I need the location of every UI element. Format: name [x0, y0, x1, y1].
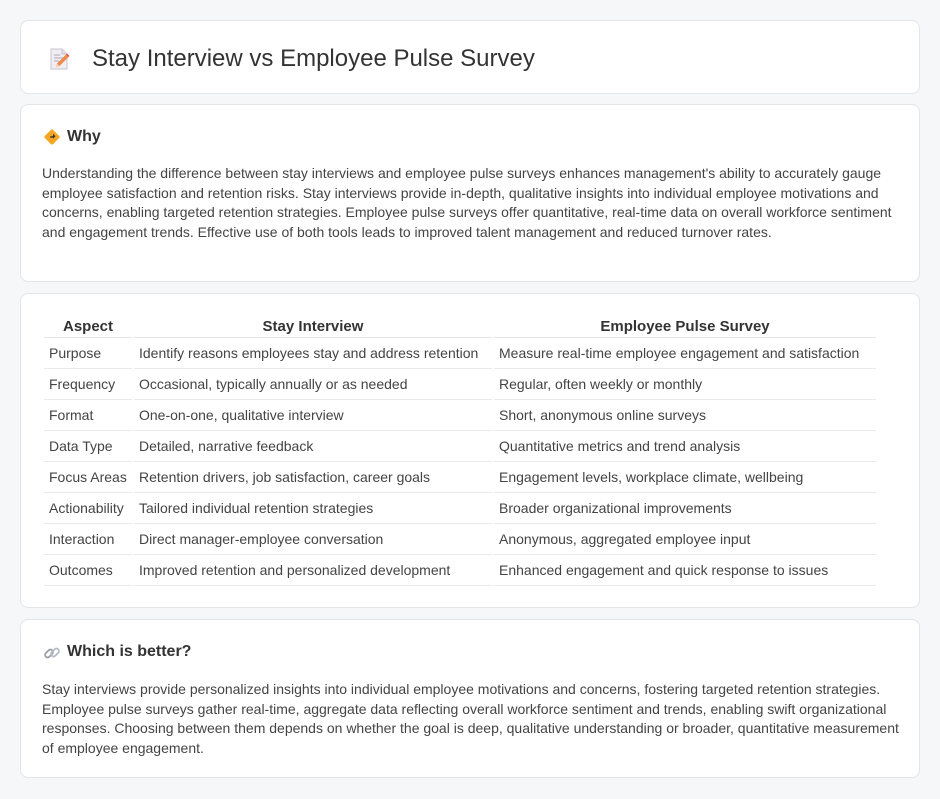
comparison-section: [20, 293, 920, 608]
pulse-survey-cell: Measure real-time employee engagement and satisfaction: [494, 338, 876, 369]
table-row: [44, 493, 876, 524]
pulse-survey-cell: Short, anonymous online surveys: [494, 400, 876, 431]
aspect-cell: Data Type: [44, 431, 132, 462]
stay-interview-cell: Identify reasons employees stay and address retention: [134, 338, 492, 369]
pulse-survey-cell: Broader organizational improvements: [494, 493, 876, 524]
table-row: [44, 400, 876, 431]
pulse-survey-cell: Anonymous, aggregated employee input: [494, 524, 876, 555]
aspect-cell: Interaction: [44, 524, 132, 555]
stay-interview-cell: Detailed, narrative feedback: [134, 431, 492, 462]
header-aspect: Aspect: [44, 316, 132, 338]
aspect-cell: Focus Areas: [44, 462, 132, 493]
why-section: [20, 104, 920, 282]
stay-interview-cell: Direct manager-employee conversation: [134, 524, 492, 555]
which-is-better-text: Stay interviews provide personalized insights into individual employee motivations and concerns, fostering targeted retention strategies. Employee pulse surveys gather real-time, aggregate data reflecting overall workforce sentiment and trends, enabling swift organizational responses. Choosing between them depends on whether the goal is deep, qualitative understanding or broader, quantitative measurement of employee engagement.: [42, 681, 899, 756]
table-row: [44, 462, 876, 493]
stay-interview-cell: Tailored individual retention strategies: [134, 493, 492, 524]
link-icon: [43, 644, 61, 662]
document-edit-icon: [46, 46, 72, 72]
table-row: [44, 431, 876, 462]
comparison-table: [42, 316, 878, 586]
title-card: [20, 20, 920, 94]
diamond-sign-icon: [43, 128, 61, 146]
table-row: [44, 524, 876, 555]
header-stay-interview: Stay Interview: [134, 316, 492, 338]
aspect-cell: Outcomes: [44, 555, 132, 586]
which-is-better-section: [20, 619, 920, 778]
aspect-cell: Actionability: [44, 493, 132, 524]
stay-interview-cell: Retention drivers, job satisfaction, career goals: [134, 462, 492, 493]
stay-interview-cell: One-on-one, qualitative interview: [134, 400, 492, 431]
table-header-row: [44, 316, 876, 338]
table-row: [44, 369, 876, 400]
pulse-survey-cell: Regular, often weekly or monthly: [494, 369, 876, 400]
pulse-survey-cell: Engagement levels, workplace climate, wellbeing: [494, 462, 876, 493]
aspect-cell: Format: [44, 400, 132, 431]
why-text: Understanding the difference between stay interviews and employee pulse surveys enhances management's ability to accurately gauge employee satisfaction and retention risks. Stay interviews provide in-depth, qualitative insights into individual employee motivations and concerns, enabling targeted retention strategies. Employee pulse surveys offer quantitative, real-time data on overall workforce sentiment and engagement trends. Effective use of both tools leads to improved talent management and reduced turnover rates.: [42, 165, 892, 240]
aspect-cell: Purpose: [44, 338, 132, 369]
header-pulse-survey: Employee Pulse Survey: [494, 316, 876, 338]
pulse-survey-cell: Enhanced engagement and quick response to issues: [494, 555, 876, 586]
stay-interview-cell: Improved retention and personalized development: [134, 555, 492, 586]
page-title: Stay Interview vs Employee Pulse Survey: [92, 45, 535, 72]
aspect-cell: Frequency: [44, 369, 132, 400]
which-is-better-heading: Which is better?: [67, 643, 192, 660]
why-heading: Why: [67, 128, 101, 145]
pulse-survey-cell: Quantitative metrics and trend analysis: [494, 431, 876, 462]
stay-interview-cell: Occasional, typically annually or as needed: [134, 369, 492, 400]
table-row: [44, 338, 876, 369]
table-row: [44, 555, 876, 586]
